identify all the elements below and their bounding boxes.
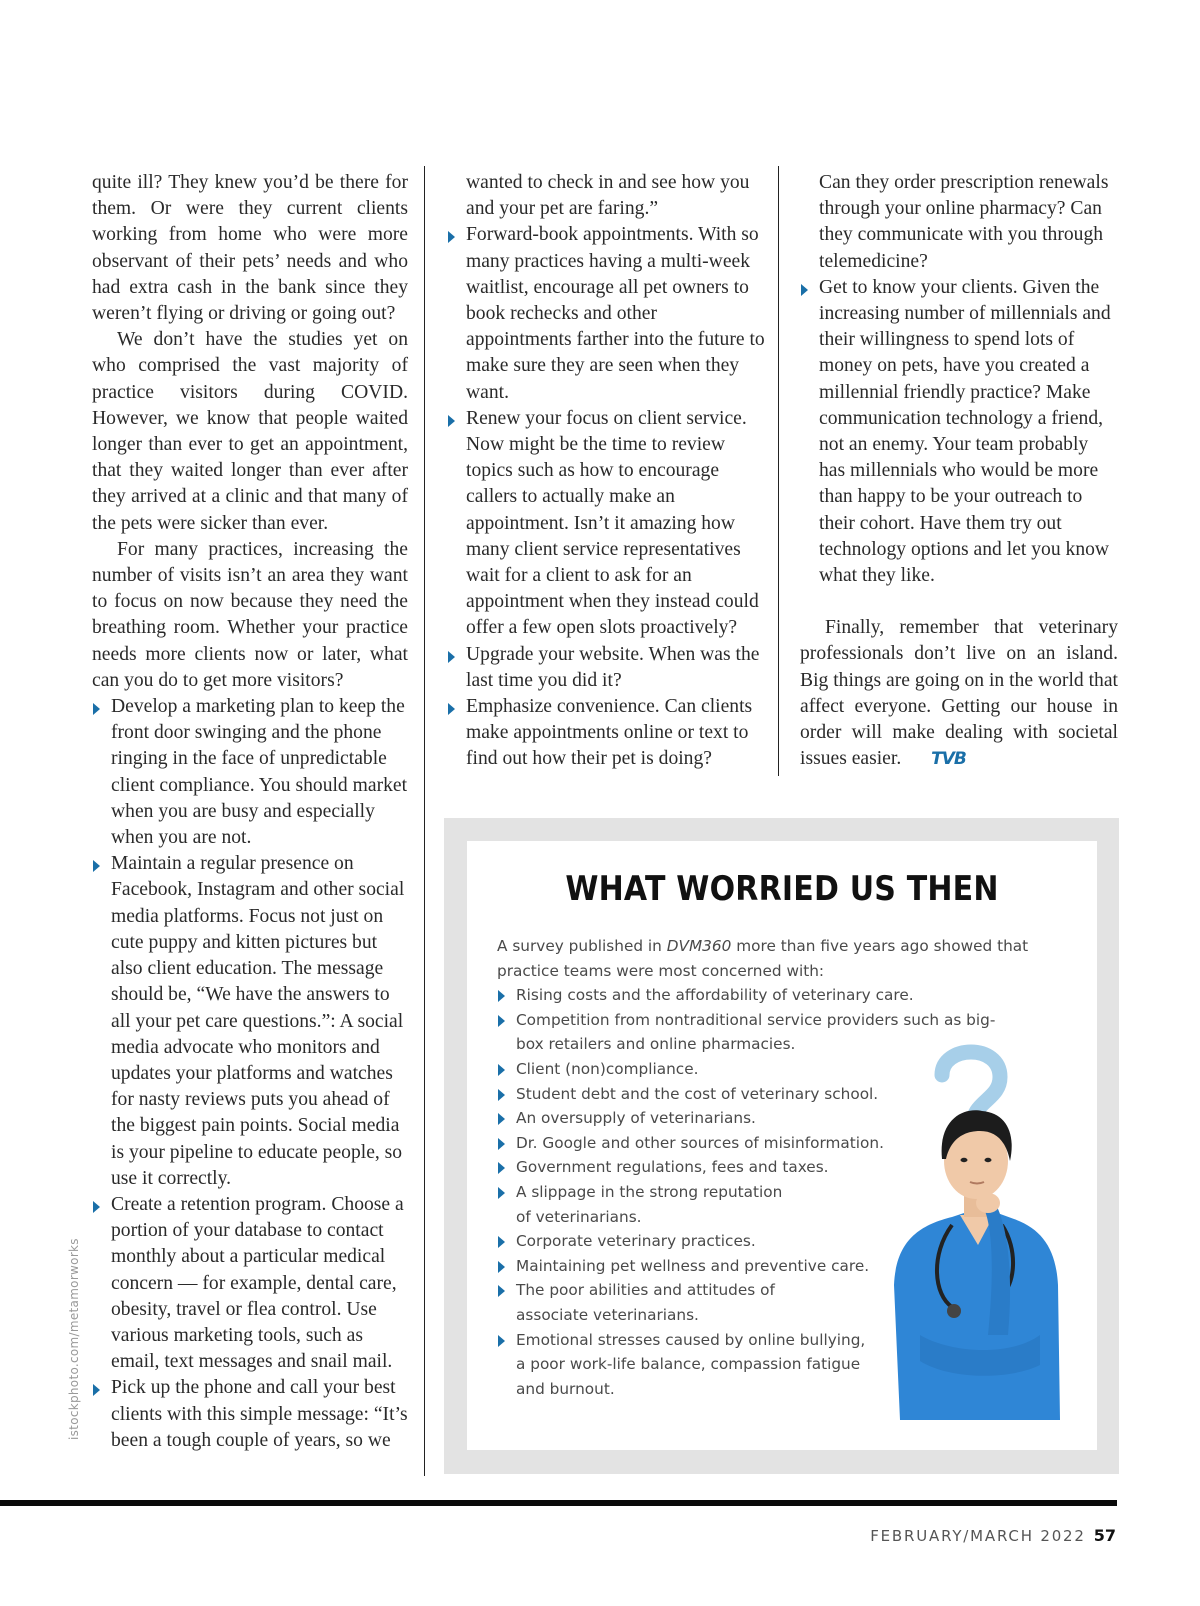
list-item: A slippage in the strong reputation of veterinarians. (497, 1180, 786, 1229)
list-item: Create a retention program. Choose a portion of your database to contact monthly about a particular medical concern — for example, dental care, obesity, travel or flea control. Use various marketing tools, such as email, text messages and snail mail. (92, 1192, 408, 1375)
list-item: Government regulations, fees and taxes. (497, 1155, 1042, 1180)
bullet-list (92, 694, 408, 1454)
list-item: Maintaining pet wellness and preventive care. (497, 1254, 1042, 1279)
column-1 (92, 170, 408, 1454)
column-divider (778, 166, 779, 776)
list-item: Competition from nontraditional service providers such as big-box retailers and online pharmacies. (497, 1008, 1016, 1057)
footer-rule (0, 1500, 1117, 1506)
tvb-logo: TVB (931, 749, 966, 770)
sidebar-title: WHAT WORRIED US THEN (565, 869, 999, 910)
list-item: Rising costs and the affordability of veterinary care. (497, 983, 1042, 1008)
intro-text: A survey published in (497, 937, 667, 955)
closing-paragraph (800, 615, 1118, 772)
list-item: Emphasize convenience. Can clients make appointments online or text to find out how their pet is doing? (447, 694, 765, 773)
paragraph: quite ill? They knew you’d be there for them. Or were they current clients working from home who were more observant of their pets’ needs and who had extra cash in the bank since they weren’t flying or driving or going out? (92, 172, 408, 325)
bullet-list (447, 222, 765, 772)
column-2 (447, 170, 765, 773)
bullet-list (800, 275, 1118, 589)
publication-name: DVM360 (666, 937, 732, 955)
column-3 (800, 170, 1118, 772)
paragraph: wanted to check in and see how you and your pet are faring.” (466, 172, 750, 220)
paragraph: We don’t have the studies yet on who comprised the vast majority of practice visitors during COVID. However, we know that people waited longer than ever to get an appointment, that they waited longer than ever after they arrived at a clinic and that many of the pets were sicker than ever. (92, 329, 408, 534)
photo-credit: istockphoto.com/metamorworks (67, 1238, 81, 1440)
page-number: 57 (1093, 1526, 1116, 1545)
footer (870, 1526, 1116, 1545)
list-item: Emotional stresses caused by online bullying, a poor work-life balance, compassion fatigue and burnout. (497, 1328, 876, 1402)
paragraph: For many practices, increasing the number of visits isn’t an area they want to focus on now because they need the breathing room. Whether your practice needs more clients now or later, what can you do to get more visitors? (92, 538, 408, 691)
list-item: Upgrade your website. When was the last time you did it? (447, 642, 765, 694)
list-item: Client (non)compliance. (497, 1057, 1042, 1082)
paragraph: Can they order prescription renewals through your online pharmacy? Can they communicate with you through telemedicine? (819, 172, 1109, 272)
list-item: Pick up the phone and call your best clients with this simple message: “It’s been a tough couple of years, so we (92, 1375, 408, 1454)
sidebar-intro (497, 934, 1042, 983)
column-divider (424, 166, 425, 1476)
list-item: Develop a marketing plan to keep the front door swinging and the phone ringing in the face of unpredictable client compliance. You should market when you are busy and especially when you are not. (92, 694, 408, 851)
list-item: Student debt and the cost of veterinary school. (497, 1082, 1042, 1107)
paragraph-text: Finally, remember that veterinary professionals don’t live on an island. Big things are going on in the world that affect everyone. Getting our house in order will make dealing with societal issues easier. (800, 617, 1118, 770)
list-item: An oversupply of veterinarians. (497, 1106, 1042, 1131)
list-item: Renew your focus on client service. Now might be the time to review topics such as how to encourage callers to actually make an appointment. Isn’t it amazing how many client service representatives wait for a client to ask for an appointment when they instead could offer a few open slots proactively? (447, 406, 765, 642)
list-item: Get to know your clients. Given the increasing number of millennials and their willingness to spend lots of money on pets, have you created a millennial friendly practice? Make communication technology a friend, not an enemy. Your team probably has millennials who would be more than happy to be your outreach to their cohort. Have them try out technology options and let you know what they like. (800, 275, 1118, 589)
intro-text: more than five years ago showed that practice teams were most concerned with: (497, 937, 1029, 980)
list-item: Maintain a regular presence on Facebook, Instagram and other social media platforms. Focus not just on cute puppy and kitten pictures but also client education. The message should be, “We have the answers to all your pet care questions.”: A social media advocate who monitors and updates your platforms and watches for nasty reviews puts you ahead of the biggest pain points. Social media is your pipeline to educate people, so use it correctly. (92, 851, 408, 1192)
list-item: Dr. Google and other sources of misinformation. (497, 1131, 1042, 1156)
list-item: Forward-book appointments. With so many practices having a multi-week waitlist, encourage all pet owners to book rechecks and other appointments farther into the future to make sure they are seen when they want. (447, 222, 765, 405)
list-item: The poor abilities and attitudes of associate veterinarians. (497, 1278, 786, 1327)
issue-date: FEBRUARY/MARCH 2022 (870, 1527, 1086, 1545)
list-item: Corporate veterinary practices. (497, 1229, 1042, 1254)
thinking-veterinarian-illustration (890, 1035, 1060, 1420)
